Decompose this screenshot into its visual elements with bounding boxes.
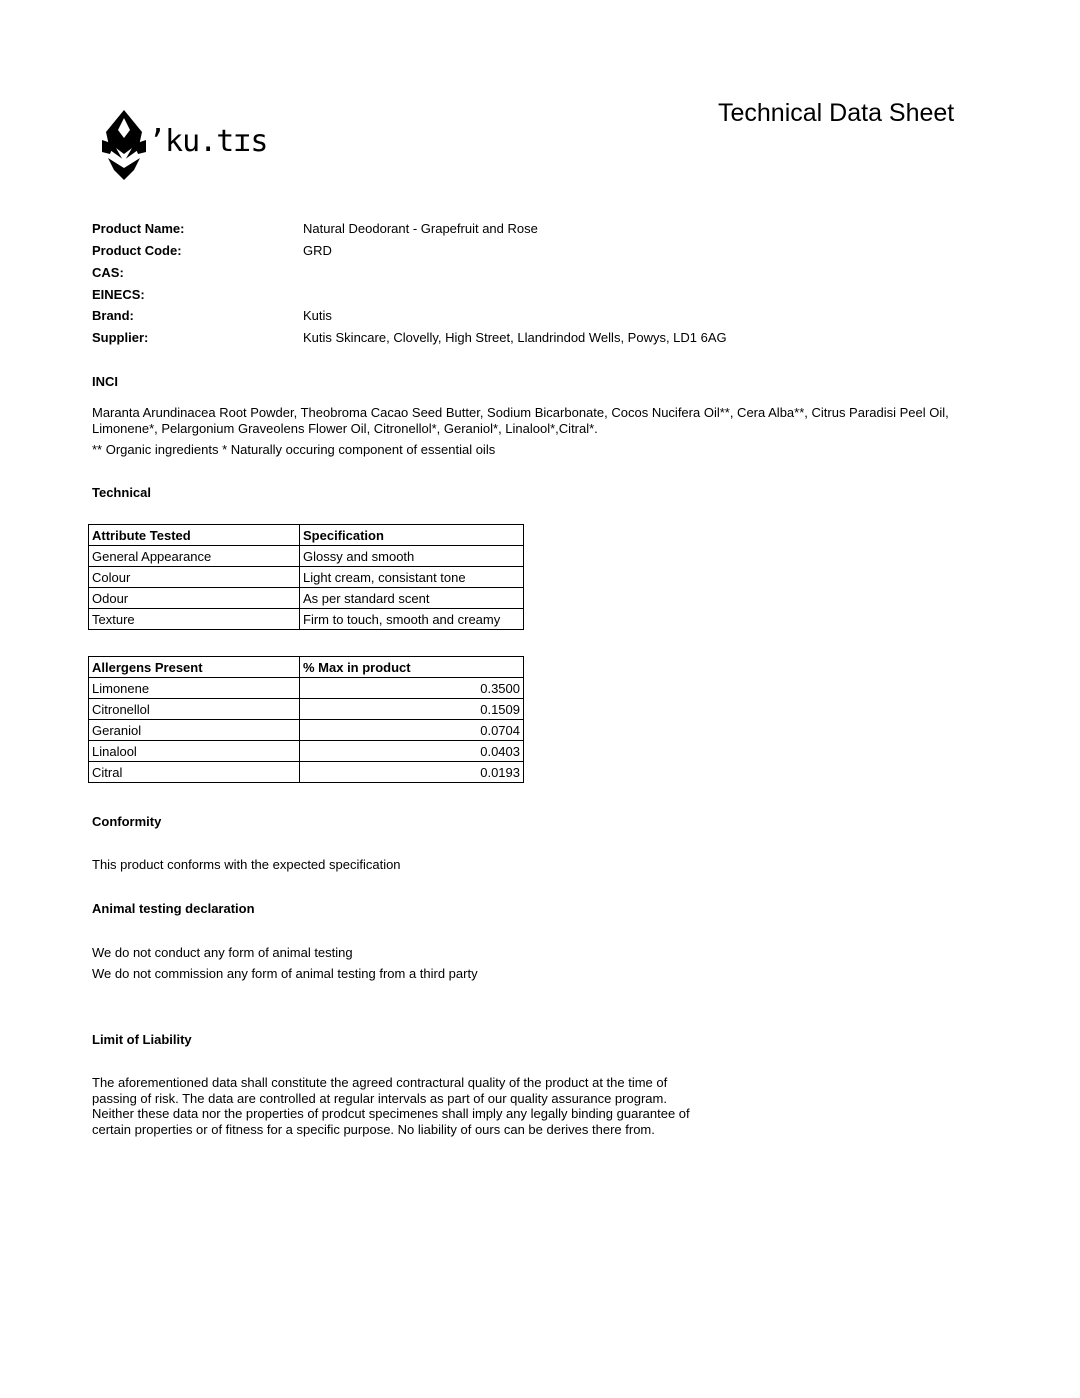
table-cell: Texture: [89, 609, 300, 630]
table-cell: Glossy and smooth: [300, 546, 524, 567]
product-name-label: Product Name:: [92, 221, 185, 236]
table-cell: 0.0403: [300, 741, 524, 762]
table-cell: Linalool: [89, 741, 300, 762]
allergens-table: [88, 656, 524, 783]
table-header-cell: Specification: [300, 525, 524, 546]
table-row: [89, 762, 524, 783]
einecs-label: EINECS:: [92, 287, 145, 302]
product-name-value: Natural Deodorant - Grapefruit and Rose: [303, 221, 538, 236]
animal-testing-heading: Animal testing declaration: [92, 901, 255, 916]
table-cell: Citronellol: [89, 699, 300, 720]
table-cell: Odour: [89, 588, 300, 609]
animal-testing-line: We do not commission any form of animal testing from a third party: [92, 966, 478, 981]
supplier-value: Kutis Skincare, Clovelly, High Street, Llandrindod Wells, Powys, LD1 6AG: [303, 330, 727, 345]
table-cell: General Appearance: [89, 546, 300, 567]
table-row: [89, 741, 524, 762]
table-row: [89, 546, 524, 567]
table-row: [89, 588, 524, 609]
table-cell: 0.1509: [300, 699, 524, 720]
brand-label: Brand:: [92, 308, 134, 323]
table-cell: Citral: [89, 762, 300, 783]
inci-heading: INCI: [92, 374, 118, 389]
attributes-table: [88, 524, 524, 630]
table-cell: Firm to touch, smooth and creamy: [300, 609, 524, 630]
table-header-cell: Attribute Tested: [89, 525, 300, 546]
table-cell: Limonene: [89, 678, 300, 699]
table-row: [89, 567, 524, 588]
table-header-cell: % Max in product: [300, 657, 524, 678]
table-row: [89, 699, 524, 720]
conformity-heading: Conformity: [92, 814, 162, 829]
table-row: [89, 678, 524, 699]
kutis-logo-text: ’ku.tɪs: [148, 124, 268, 159]
page-title: Technical Data Sheet: [718, 99, 955, 127]
supplier-label: Supplier:: [92, 330, 149, 345]
conformity-text: This product conforms with the expected specification: [92, 857, 401, 872]
animal-testing-line: We do not conduct any form of animal testing: [92, 945, 353, 960]
liability-heading: Limit of Liability: [92, 1032, 192, 1047]
table-cell: Geraniol: [89, 720, 300, 741]
table-row: [89, 609, 524, 630]
table-header-cell: Allergens Present: [89, 657, 300, 678]
technical-heading: Technical: [92, 485, 152, 500]
product-code-value: GRD: [303, 243, 332, 258]
cas-label: CAS:: [92, 265, 124, 280]
table-cell: Light cream, consistant tone: [300, 567, 524, 588]
inci-note: ** Organic ingredients * Naturally occuring component of essential oils: [92, 442, 496, 457]
brand-value: Kutis: [303, 308, 332, 323]
table-cell: 0.0704: [300, 720, 524, 741]
liability-text: The aforementioned data shall constitute the agreed contractural quality of the product at the time of passing of risk. The data are controlled at regular intervals as part of our quality assurance program. Neither these data nor the properties of prodcut specimenes shall imply any legally binding guarantee of certain properties or of fitness for a specific purpose. No liability of ours can be derives there from.: [92, 1075, 690, 1137]
table-cell: 0.3500: [300, 678, 524, 699]
inci-ingredients: Maranta Arundinacea Root Powder, Theobroma Cacao Seed Butter, Sodium Bicarbonate, Cocos Nucifera Oil**, Cera Alba**, Citrus Paradisi Peel Oil, Limonene*, Pelargonium Graveolens Flower Oil, Citronellol*, Geraniol*, Linalool*,Citral*.: [92, 405, 949, 436]
table-row: [89, 720, 524, 741]
table-header-row: [89, 525, 524, 546]
table-header-row: [89, 657, 524, 678]
product-code-label: Product Code:: [92, 243, 182, 258]
table-cell: 0.0193: [300, 762, 524, 783]
table-cell: As per standard scent: [300, 588, 524, 609]
table-cell: Colour: [89, 567, 300, 588]
